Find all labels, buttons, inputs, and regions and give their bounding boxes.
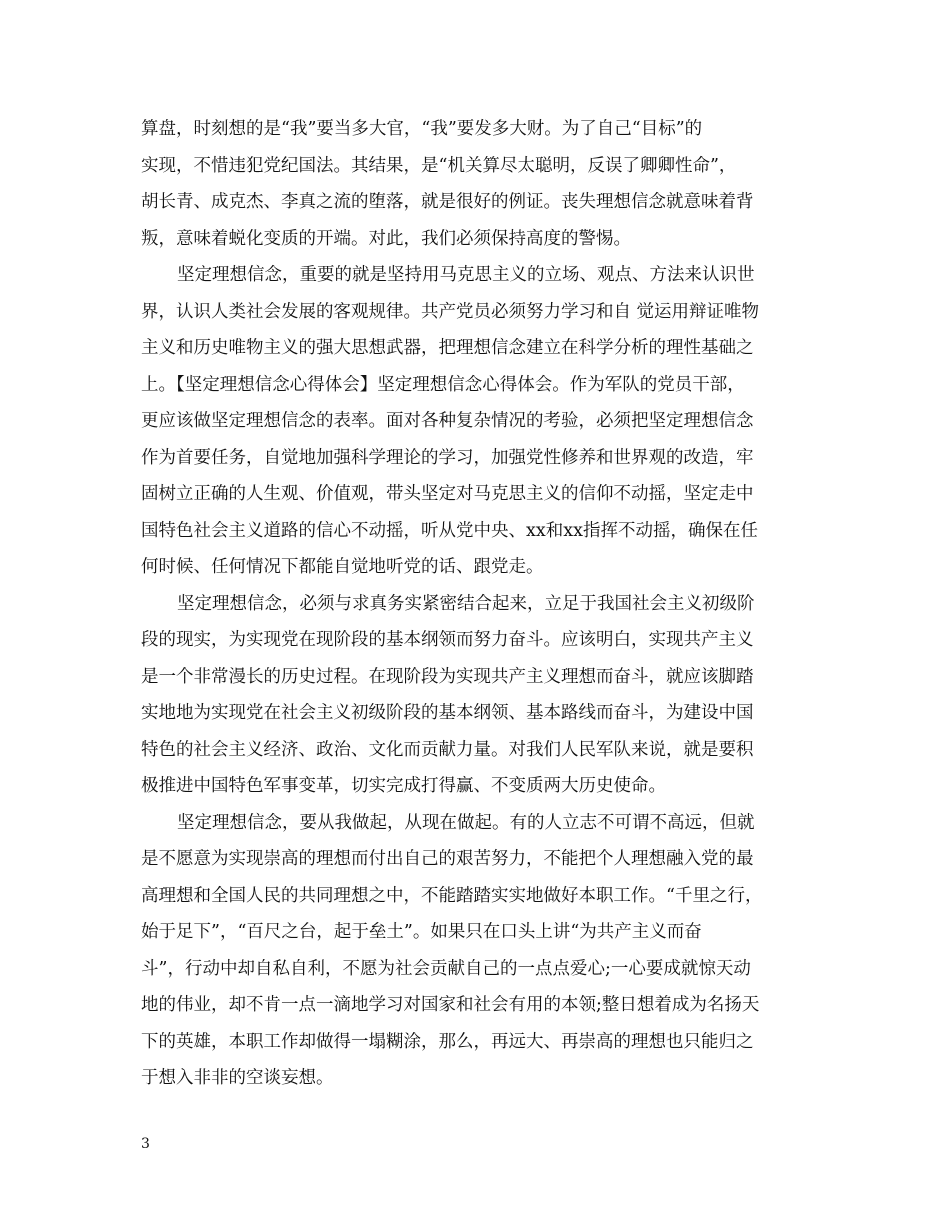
text-line: 何时候、任何情况下都能自觉地听党的话、跟党走。 [141, 557, 544, 577]
text-line: 更应该做坚定理想信念的表率。面对各种复杂情况的考验，必须把坚定理想信念 [141, 411, 754, 431]
page-number: 3 [141, 1136, 150, 1152]
text-line: 算盘，时刻想的是“我”要当多大官，“我”要发多大财。为了自己“目标”的 [141, 119, 703, 139]
text-line: 是一个非常漫长的历史过程。在现阶段为实现共产主义理想而奋斗，就应该脚踏 [141, 666, 754, 687]
text-line: 胡长青、成克杰、李真之流的堕落，就是很好的例证。丧失理想信念就意味着背 [141, 192, 754, 212]
document-body [141, 111, 811, 1097]
text-line: 段的现实，为实现党在现阶段的基本纲领而努力奋斗。应该明白，实现共产主义 [141, 630, 754, 650]
paragraph-start-line: 坚定理想信念，必须与求真务实紧密结合起来，立足于我国社会主义初级阶 [177, 593, 755, 614]
text-line: 界，认识人类社会发展的客观规律。共产党员必须努力学习和自 觉运用辩证唯物 [141, 301, 760, 322]
text-line: 固树立正确的人生观、价值观，带头坚定对马克思主义的信仰不动摇，坚定走中 [141, 484, 754, 504]
text-line: 主义和历史唯物主义的强大思想武器，把理想信念建立在科学分析的理性基础之 [141, 338, 754, 358]
text-line: 高理想和全国人民的共同理想之中，不能踏踏实实地做好本职工作。“千里之行， [141, 885, 763, 906]
text-line: 下的英雄，本职工作却做得一塌糊涂，那么，再远大、再崇高的理想也只能归之 [141, 1031, 754, 1052]
text-line: 是不愿意为实现崇高的理想而付出自己的艰苦努力，不能把个人理想融入党的最 [141, 849, 754, 869]
paragraph-start-line: 坚定理想信念，重要的就是坚持用马克思主义的立场、观点、方法来认识世 [177, 265, 755, 285]
text-line: 地的伟业，却不肯一点一滴地学习对国家和社会有用的本领;整日想着成为名扬天 [141, 995, 760, 1015]
paragraph-start-line: 坚定理想信念，要从我做起，从现在做起。有的人立志不可谓不高远，但就 [177, 812, 755, 833]
text-line: 叛，意味着蜕化变质的开端。对此，我们必须保持高度的警惕。 [141, 228, 631, 249]
text-line: 实现，不惜违犯党纪国法。其结果，是“机关算尽太聪明，反误了卿卿性命”， [141, 155, 737, 176]
text-line: 始于足下”，“百尺之台，起于垒土”。如果只在口头上讲“为共产主义而奋 [141, 922, 702, 942]
text-line: 上。【坚定理想信念心得体会】坚定理想信念心得体会。作为军队的党员干部， [141, 374, 745, 395]
text-line: 国特色社会主义道路的信心不动摇，听从党中央、xx和xx指挥不动摇，确保在任 [141, 520, 758, 541]
text-line: 特色的社会主义经济、政治、文化而贡献力量。对我们人民军队来说，就是要积 [141, 739, 754, 760]
text-line: 于想入非非的空谈妄想。 [141, 1068, 334, 1088]
text-line: 极推进中国特色军事变革，切实完成打得赢、不变质两大历史使命。 [141, 776, 666, 796]
text-line: 作为首要任务，自觉地加强科学理论的学习，加强党性修养和世界观的改造，牢 [141, 447, 754, 468]
text-line: 实地地为实现党在社会主义初级阶段的基本纲领、基本路线而奋斗，为建设中国 [141, 703, 754, 723]
text-line: 斗”，行动中却自私自利，不愿为社会贡献自己的一点点爱心;一心要成就惊天动 [141, 958, 751, 979]
